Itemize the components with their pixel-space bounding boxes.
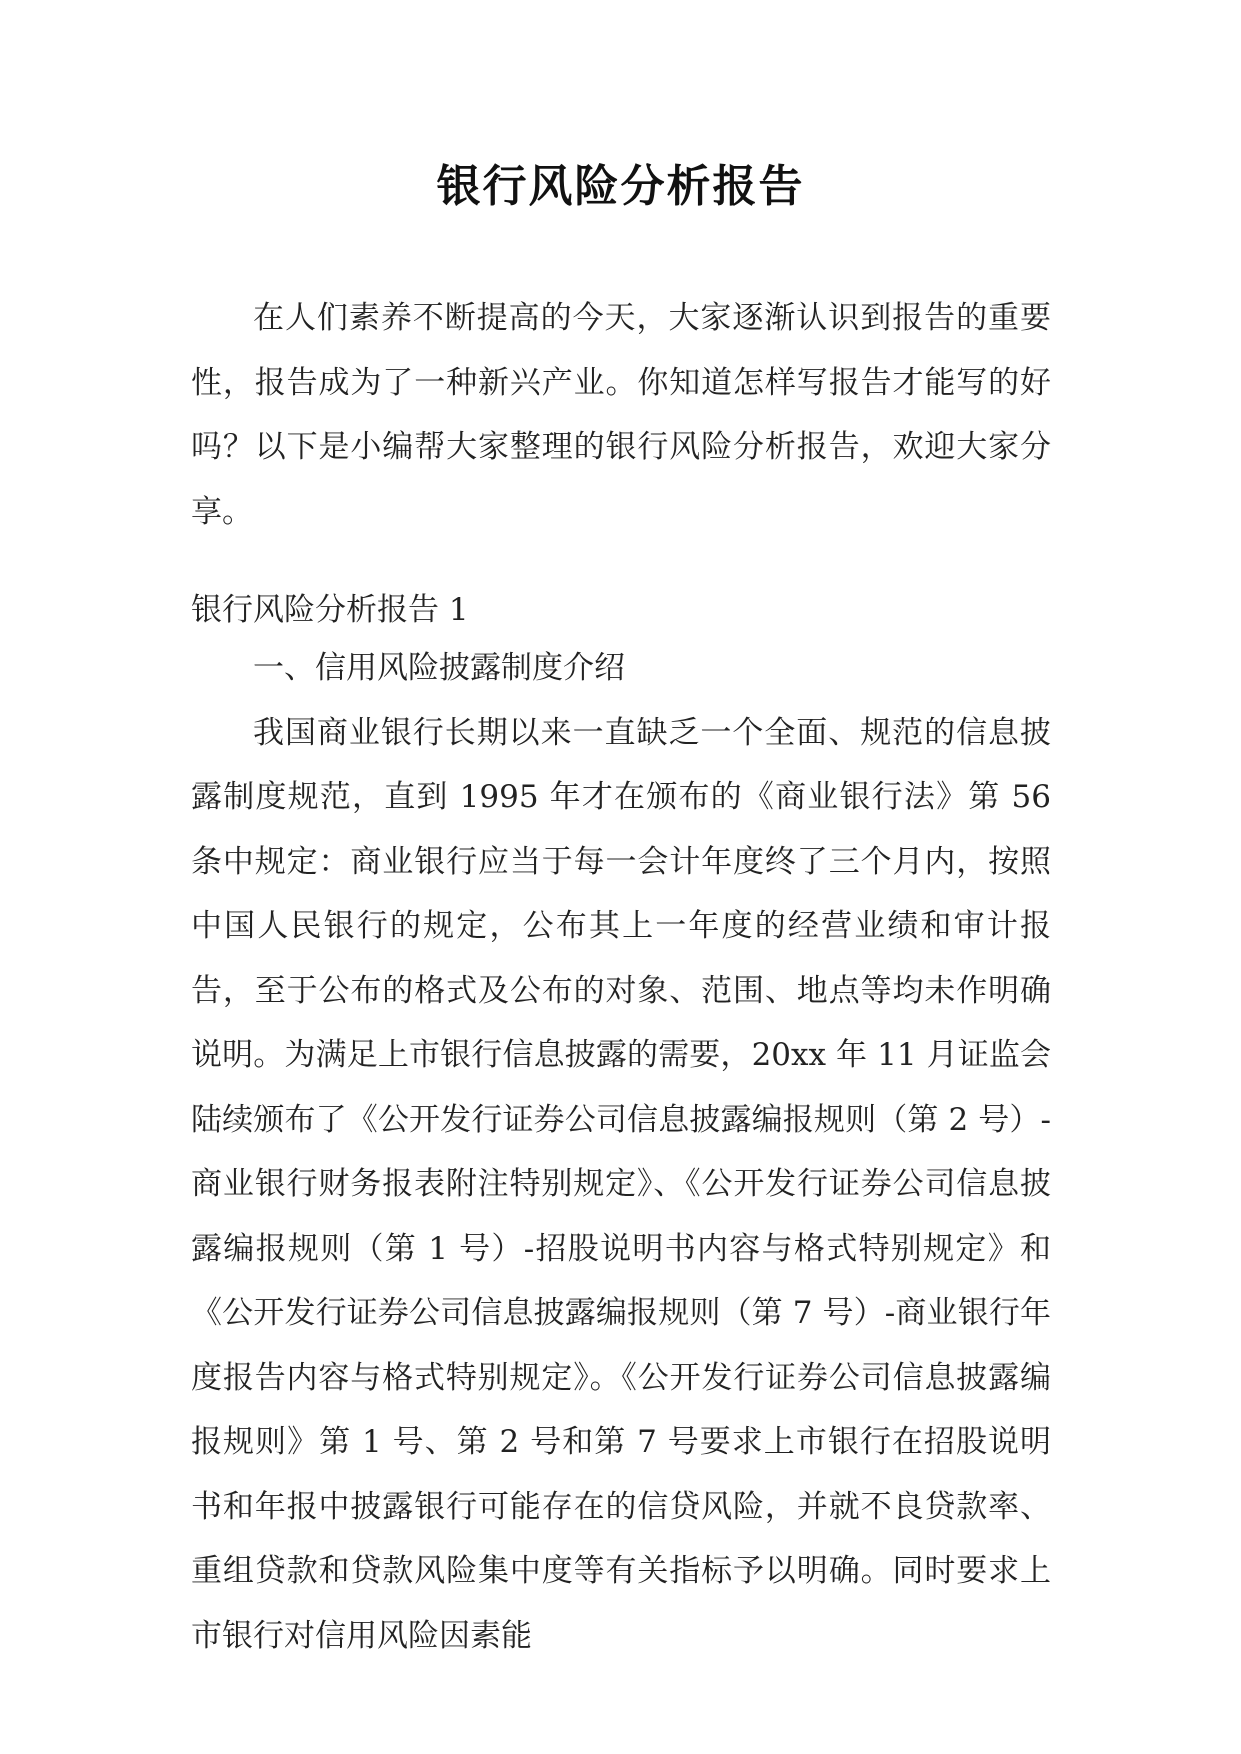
- section-content: [191, 636, 1051, 1668]
- section-title: 银行风险分析报告 1: [191, 592, 469, 628]
- intro-text: 在人们素养不断提高的今天，大家逐渐认识到报告的重要性，报告成为了一种新兴产业。你知道怎样写报告才能写的好吗？以下是小编帮大家整理的银行风险分析报告，欢迎大家分享。: [191, 300, 1051, 530]
- document-title: 银行风险分析报告: [436, 161, 805, 212]
- intro-paragraph: [191, 286, 1051, 544]
- body-paragraph: 我国商业银行长期以来一直缺乏一个全面、规范的信息披露制度规范，直到 1995 年才在颁布的《商业银行法》第 56 条中规定：商业银行应当于每一会计年度终了三个月内，按照中国人民银行的规定，公布其上一年度的经营业绩和审计报告，至于公布的格式及公布的对象、范围、地点等均未作明确说明。为满足上市银行信息披露的需要，20xx 年 11 月证监会陆续颁布了《公开发行证券公司信息披露编报规则（第 2 号）-商业银行财务报表附注特别规定》、《公开发行证券公司信息披露编报规则（第 1 号）-招股说明书内容与格式特别规定》和《公开发行证券公司信息披露编报规则（第 7 号）-商业银行年度报告内容与格式特别规定》。《公开发行证券公司信息披露编报规则》第 1 号、第 2 号和第 7 号要求上市银行在招股说明书和年报中披露银行可能存在的信贷风险，并就不良贷款率、重组贷款和贷款风险集中度等有关指标予以明确。同时要求上市银行对信用风险因素能: [191, 714, 1051, 1654]
- subheading: 一、信用风险披露制度介绍: [253, 650, 625, 686]
